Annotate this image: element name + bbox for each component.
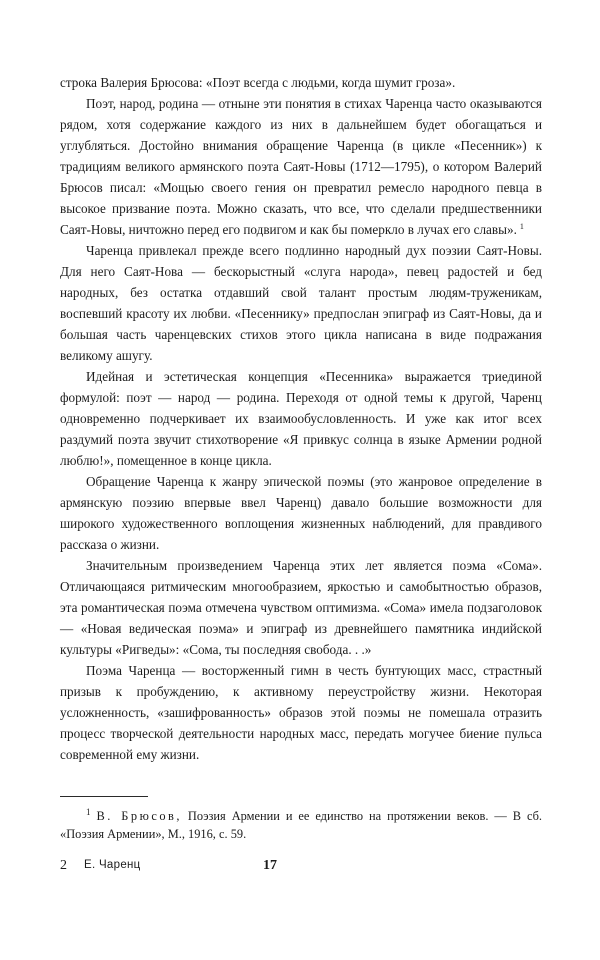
footnote — [60, 807, 542, 843]
paragraph-3: Чаренца привлекал прежде всего подлинно народный дух поэзии Саят-Новы. Для него Саят-Нова — бескорыстный «слуга народа», певец радостей и бед народных, без остатка отдавший свой талант простым людям-труженикам, воспевший красоту их любви. «Песеннику» предпослан эпиграф из Саят-Новы, да и большая часть чаренцевских стихов этого цикла написана в виде подражания великому ашугу. — [60, 243, 542, 363]
paragraph-4: Идейная и эстетическая концепция «Песенника» выражается триединой формулой: поэт — народ — родина. Переходя от одной темы к другой, Чаренц одновременно подчеркивает их взаимообусловленность. И уже как итог всех раздумий поэта звучит стихотворение «Я привкус солнца в языке Армении родной люблю!», помещенное в конце цикла. — [60, 369, 542, 468]
footnote-text: Поэзия Армении и ее единство на протяжении веков. — В сб. «Поэзия Армении», М., 1916, с. 59. — [60, 809, 542, 841]
footnote-mark: 1 — [86, 806, 91, 817]
signature-text: Е. Чаренц — [84, 859, 141, 871]
signature-number: 2 — [60, 858, 67, 873]
page-body — [60, 72, 542, 843]
paragraph-5: Обращение Чаренца к жанру эпической поэмы (это жанровое определение в армянскую поэзию впервые ввел Чаренц) давало большие возможности для широкого художественного воплощения жизненных наблюдений, для правдивого рассказа о жизни. — [60, 474, 542, 552]
page-number: 17 — [263, 858, 277, 873]
paragraph-7: Поэма Чаренца — восторженный гимн в честь бунтующих масс, страстный призыв к пробуждению, к активному переустройству жизни. Некоторая усложненность, «зашифрованность» образов этой поэмы не помешала отразить процесс творческой деятельности народных масс, передать могучее биение пульса современной ему жизни. — [60, 663, 542, 762]
paragraph-2-text: Поэт, народ, родина — отныне эти понятия в стихах Чаренца часто оказываются рядом, хотя содержание каждого из них в дальнейшем будет обогащаться и углубляться. Достойно внимания обращение Чаренца (в цикле «Песенник») к традициям великого армянского поэта Саят-Новы (1712—1795), о котором Валерий Брюсов писал: «Мощью своего гения он превратил ремесло народного певца в высокое призвание поэта. Можно сказать, что все, что сделали предшественники Саят-Новы, ничтожно перед его подвигом и как бы померкло в лучах его славы». — [60, 96, 542, 237]
paragraph-2 — [60, 93, 542, 240]
paragraph-6: Значительным произведением Чаренца этих лет является поэма «Сома». Отличающаяся ритмическим многообразием, яркостью и самобытностью образов, эта романтическая поэма отмечена чувством оптимизма. «Сома» имела подзаголовок — «Новая ведическая поэма» и эпиграф из древнейшего памятника индийской культуры «Ригведы»: «Сома, ты последняя свобода. . .» — [60, 558, 542, 657]
footnote-divider — [60, 796, 148, 797]
footnote-author: В. Брюсов, — [96, 809, 182, 823]
footnote-reference: 1 — [519, 221, 524, 231]
paragraph-1: строка Валерия Брюсова: «Поэт всегда с людьми, когда шумит гроза». — [60, 75, 456, 90]
